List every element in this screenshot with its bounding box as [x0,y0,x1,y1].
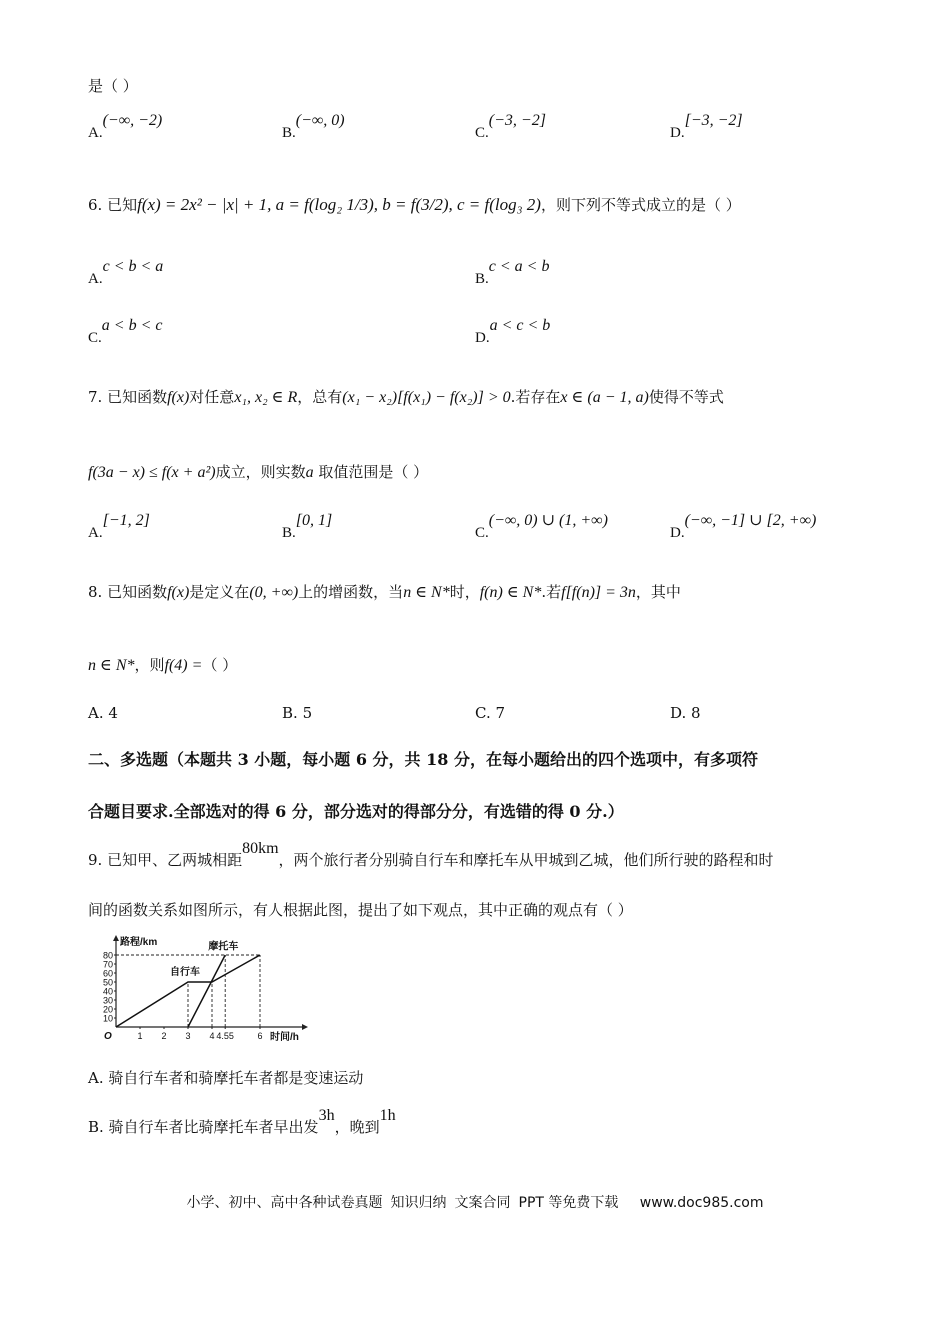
q7-stem-line2: f(3a − x) ≤ f(x + a²)成立，则实数a 取值范围是（ ） [88,463,429,481]
q6-option-d: D.a < c < b [475,317,551,346]
q8-option-c: C. 7 [475,704,506,722]
origin-label: O [104,1031,112,1042]
section2-heading-line2: 合题目要求.全部选对的得 6 分，部分选对的得部分分，有选错的得 0 分.） [88,802,624,821]
q9-stem-line1: 9. 已知甲、乙两城相距80km，两个旅行者分别骑自行车和摩托车从甲城到乙城，他们所行驶的路程和时 [88,840,774,869]
q5-stem-tail: 是（ ） [88,77,138,95]
q9-option-a: A. 骑自行车者和骑摩托车者都是变速运动 [88,1069,364,1087]
q9-option-b: B. 骑自行车者比骑摩托车者早出发3h，晚到1h [88,1107,396,1136]
q5-option-c: C.(−3, −2] [475,112,546,141]
q5-option-b: B.(−∞, 0) [282,112,345,141]
y-tick-label: 30 [102,995,113,1006]
y-tick-label: 10 [102,1013,113,1024]
x-tick-label: 2 [161,1031,167,1041]
x-axis-arrow [302,1024,308,1030]
q6-stem: 6. 已知f(x) = 2x² − |x| + 1, a = f(log₂ 1/3), b = f(3/2), c = f(log₃ 2)，则下列不等式成立的是（ ） [88,195,741,214]
footer-site-link[interactable]: www.doc985.com [639,1195,764,1211]
y-tick-label: 70 [102,959,113,970]
y-tick-label: 80 [102,950,113,961]
q9-stem-line2: 间的函数关系如图所示，有人根据此图，提出了如下观点，其中正确的观点有（ ） [88,901,633,919]
q8-option-b: B. 5 [282,704,313,722]
x-tick-label: 3 [185,1031,191,1041]
section2-heading-line1: 二、多选题（本题共 3 小题，每小题 6 分，共 18 分，在每小题给出的四个选项中，有多项符 [88,750,758,769]
y-tick-label: 50 [102,977,113,988]
q7-option-c: C.(−∞, 0) ∪ (1, +∞) [475,512,608,541]
q5-option-a: A.(−∞, −2) [88,112,163,141]
y-tick-label: 60 [102,968,113,979]
y-tick-label: 20 [102,1004,113,1015]
q7-stem-line1: 7. 已知函数f(x)对任意x₁, x₂ ∈ R，总有(x₁ − x₂)[f(x₁) − f(x₂)] > 0.若存在x ∈ (a − 1, a)使得不等式 [88,388,724,406]
q5-option-d: D.[−3, −2] [670,112,743,141]
q7-option-d: D.(−∞, −1] ∪ [2, +∞) [670,512,817,541]
y-tick-label: 40 [102,986,113,997]
q6-option-b: B.c < a < b [475,258,550,287]
q8-stem-line1: 8. 已知函数f(x)是定义在(0, +∞)上的增函数，当n ∈ N*时，f(n) ∈ N*.若f[f(n)] = 3n，其中 [88,583,681,601]
q7-option-b: B.[0, 1] [282,512,333,541]
q6-option-c: C.a < b < c [88,317,163,346]
x-tick-label: 6 [257,1031,263,1041]
q6-option-a: A.c < b < a [88,258,164,287]
q8-option-a: A. 4 [88,704,118,722]
y-axis-label: 路程/km [120,937,158,948]
q8-stem-line2: n ∈ N*，则f(4) =（ ） [88,656,238,674]
series-label-motorcycle: 摩托车 [208,941,239,953]
page-footer: 小学、初中、高中各种试卷真题 知识归纳 文案合同 PPT 等免费下载 www.doc985.com [186,1195,764,1211]
q7-option-a: A.[−1, 2] [88,512,150,541]
x-tick-label: 4 [209,1031,215,1041]
series-line-motorcycle [188,955,225,1027]
y-axis-arrow [113,935,119,941]
x-axis-label: 时间/h [270,1032,299,1043]
series-label-bicycle: 自行车 [170,966,200,978]
distance-time-chart [92,935,312,1047]
x-tick-label: 4.55 [216,1031,234,1041]
q8-option-d: D. 8 [670,704,701,722]
x-tick-label: 1 [137,1031,143,1041]
